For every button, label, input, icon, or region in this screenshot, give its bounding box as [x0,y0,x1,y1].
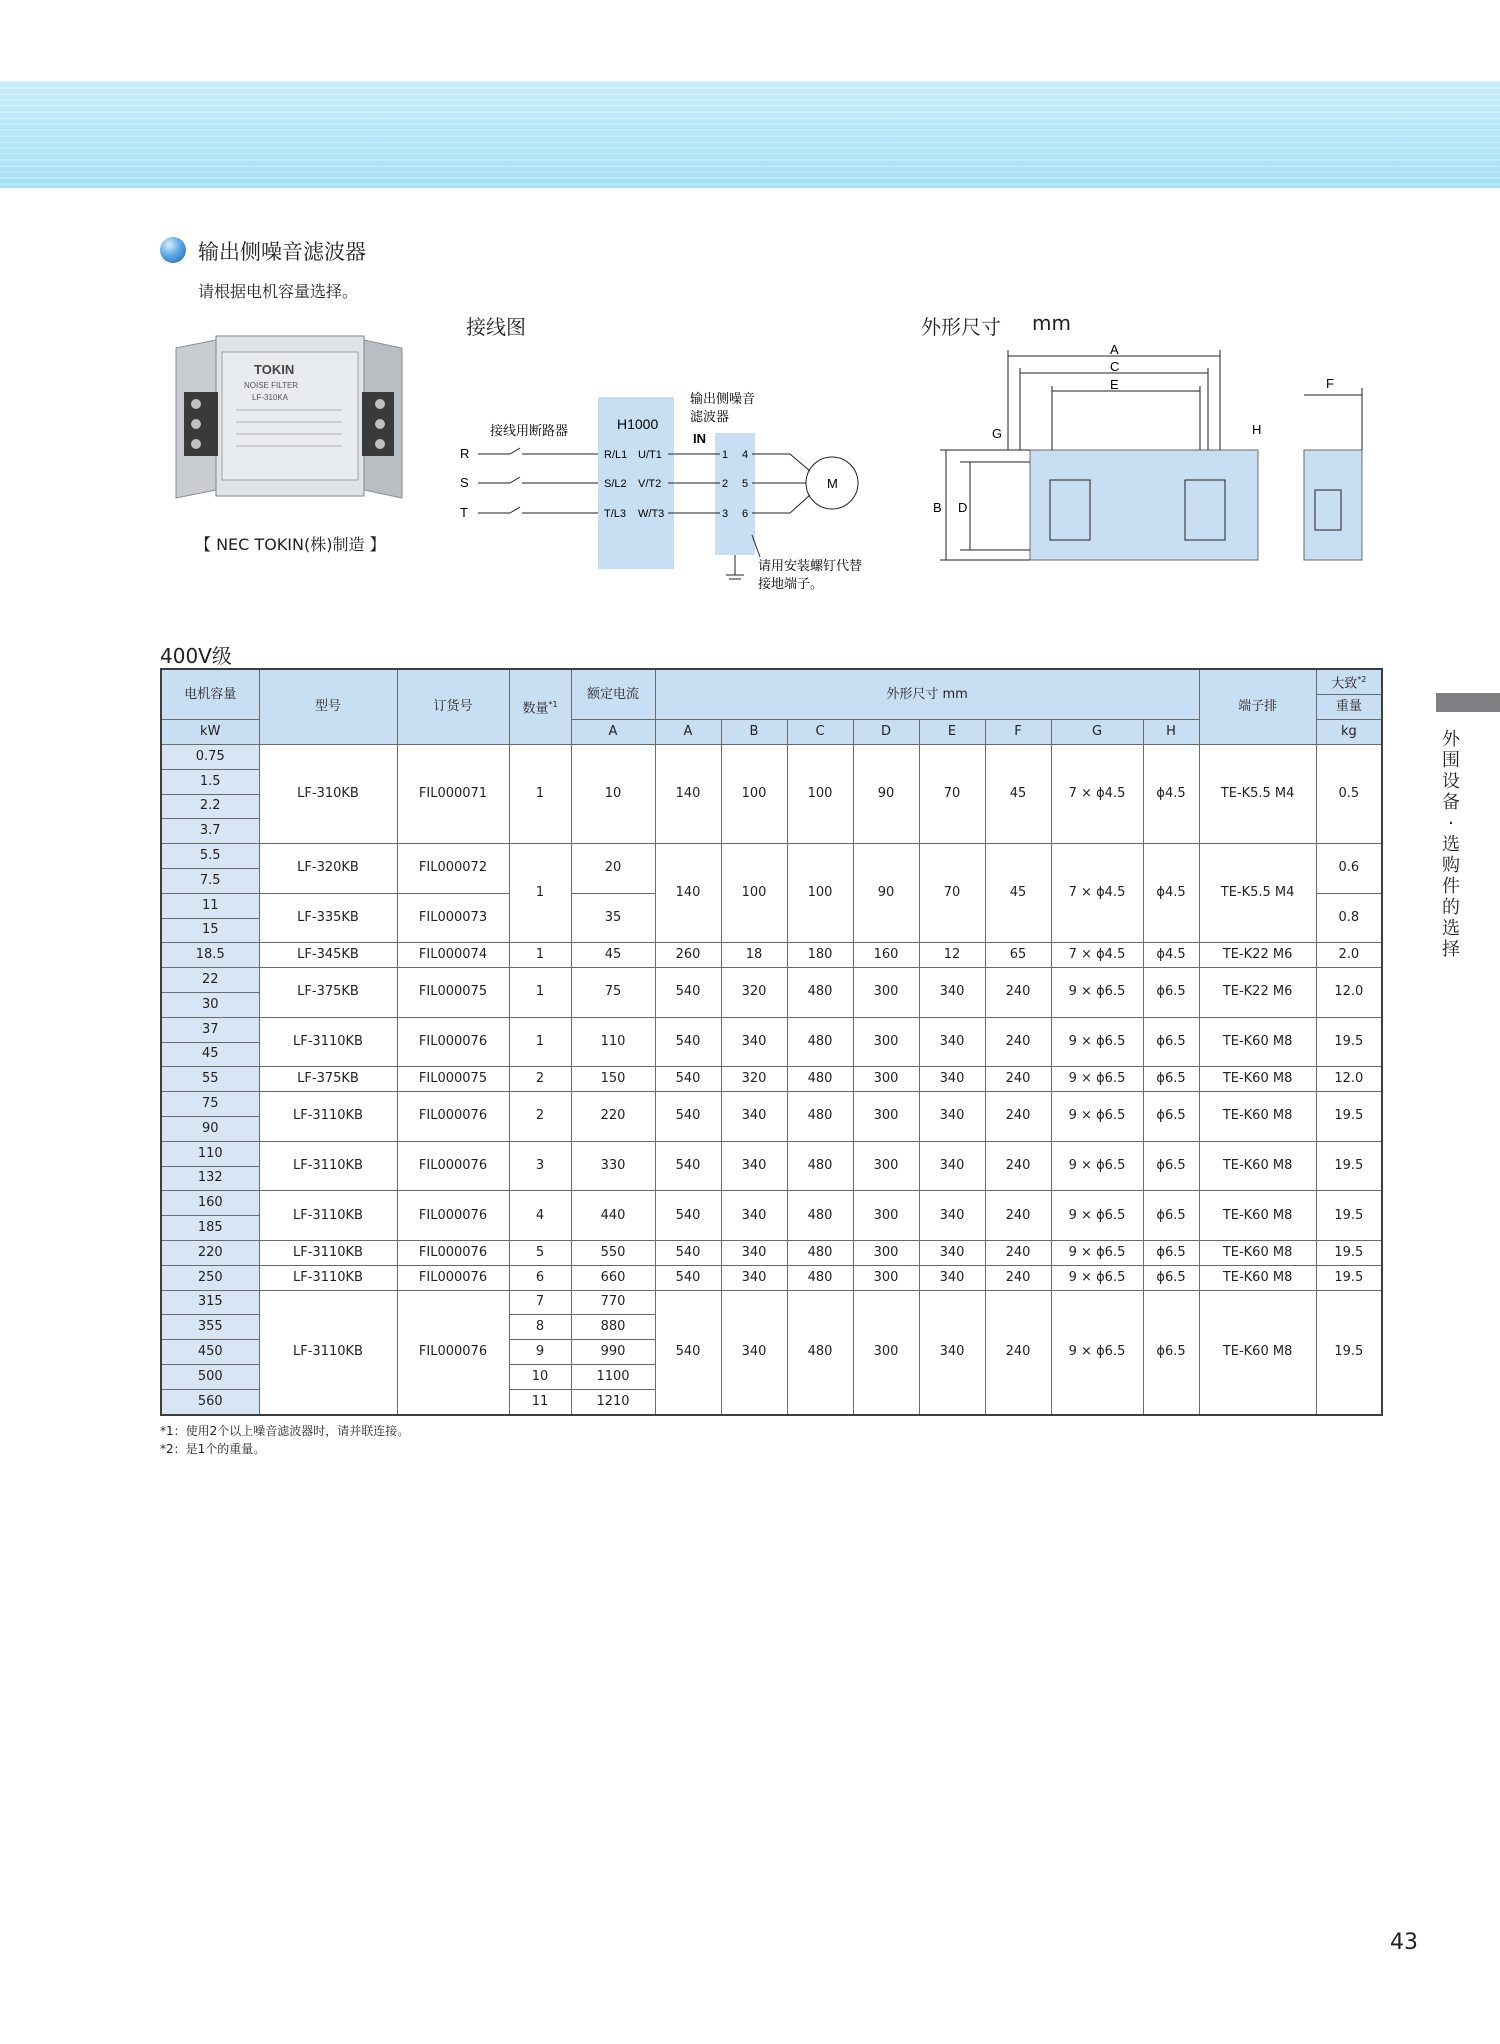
table-row [161,1240,1382,1265]
dim-cell: 240 [985,1017,1051,1067]
dim-cell: 240 [985,1265,1051,1290]
filter-pin-1: 1 [722,449,729,461]
kw-cell: 3.7 [161,819,259,844]
dim-cell: ϕ6.5 [1143,1265,1199,1290]
footnotes [160,1422,409,1458]
header-kw-unit: kW [161,720,259,745]
qty-cell: 1 [509,844,571,943]
qty-cell: 11 [509,1389,571,1414]
model-cell: LF-3110KB [259,1191,397,1241]
qty-cell: 5 [509,1240,571,1265]
weight-cell: 2.0 [1316,943,1382,968]
input-s: S [460,475,469,490]
dimension-unit: mm [1032,311,1071,335]
header-band [0,81,1500,188]
dim-cell: 480 [787,1067,853,1092]
dim-cell: ϕ6.5 [1143,968,1199,1018]
side-tab-label: 外围设备·选购件的选择 [1442,729,1460,960]
weight-cell: 12.0 [1316,968,1382,1018]
input-t: T [460,505,468,520]
header-qty: 数量$^{*1}$ [509,669,571,745]
wiring-title: 接线图 [466,315,526,339]
side-tab-bar [1436,693,1500,712]
dim-cell: 7 × ϕ4.5 [1051,844,1143,943]
current-cell: 1210 [571,1389,655,1414]
dim-cell: ϕ6.5 [1143,1067,1199,1092]
qty-cell: 10 [509,1364,571,1389]
header-dim-c: C [787,720,853,745]
order-cell: FIL000076 [397,1092,509,1142]
current-cell: 660 [571,1265,655,1290]
qty-cell: 2 [509,1067,571,1092]
model-cell: LF-3110KB [259,1141,397,1191]
dim-cell: ϕ4.5 [1143,745,1199,844]
current-cell: 220 [571,1092,655,1142]
dim-cell: 90 [853,745,919,844]
weight-cell: 19.5 [1316,1092,1382,1142]
dim-cell: 540 [655,1191,721,1241]
order-cell: FIL000076 [397,1290,509,1414]
dim-cell: 70 [919,745,985,844]
dim-cell: 9 × ϕ6.5 [1051,1067,1143,1092]
dim-cell: 340 [919,1240,985,1265]
in-label: IN [693,431,706,446]
kw-cell: 185 [161,1216,259,1241]
header-dim-f: F [985,720,1051,745]
filter-pin-3: 3 [722,508,729,520]
dim-cell: 340 [919,968,985,1018]
kw-cell: 132 [161,1166,259,1191]
current-cell: 770 [571,1290,655,1315]
dim-label-c: C [1110,359,1120,374]
dim-cell: 65 [985,943,1051,968]
table-row [161,844,1382,869]
terminal-cell: TE-K60 M8 [1199,1141,1316,1191]
dim-cell: 340 [919,1290,985,1414]
dim-cell: 340 [721,1191,787,1241]
dim-cell: 240 [985,968,1051,1018]
header-terminal: 端子排 [1199,669,1316,745]
dim-cell: 540 [655,1240,721,1265]
qty-cell: 1 [509,745,571,844]
terminal-cell: TE-K5.5 M4 [1199,844,1316,943]
order-cell: FIL000076 [397,1191,509,1241]
dim-cell: 9 × ϕ6.5 [1051,1240,1143,1265]
current-cell: 330 [571,1141,655,1191]
current-cell: 20 [571,844,655,894]
model-cell: LF-335KB [259,893,397,943]
header-order: 订货号 [397,669,509,745]
dimension-title: 外形尺寸 [921,315,1001,339]
order-cell: FIL000076 [397,1265,509,1290]
model-cell: LF-3110KB [259,1265,397,1290]
order-cell: FIL000071 [397,745,509,844]
dim-cell: ϕ6.5 [1143,1092,1199,1142]
photo-brand: TOKIN [254,362,295,377]
kw-cell: 22 [161,968,259,993]
current-cell: 10 [571,745,655,844]
section-subtitle: 请根据电机容量选择。 [198,282,359,301]
dim-cell: 240 [985,1191,1051,1241]
dim-cell: ϕ6.5 [1143,1290,1199,1414]
table-row [161,1092,1382,1117]
dim-cell: 140 [655,844,721,943]
weight-cell: 19.5 [1316,1191,1382,1241]
kw-cell: 560 [161,1389,259,1414]
table-row [161,1017,1382,1042]
header-model: 型号 [259,669,397,745]
dim-label-d: D [958,500,968,515]
footnote-1: *1：使用2个以上噪音滤波器时，请并联连接。 [160,1424,410,1438]
qty-cell: 9 [509,1340,571,1365]
dim-cell: 240 [985,1067,1051,1092]
current-cell: 35 [571,893,655,943]
current-cell: 880 [571,1315,655,1340]
kw-cell: 5.5 [161,844,259,869]
dim-cell: ϕ6.5 [1143,1191,1199,1241]
order-cell: FIL000073 [397,893,509,943]
dim-cell: 320 [721,968,787,1018]
inv-out-1: U/T1 [638,449,662,461]
kw-cell: 7.5 [161,868,259,893]
dim-cell: 180 [787,943,853,968]
dim-cell: 9 × ϕ6.5 [1051,1265,1143,1290]
current-cell: 75 [571,968,655,1018]
dim-cell: ϕ4.5 [1143,844,1199,943]
dim-cell: 240 [985,1240,1051,1265]
dimension-drawing [930,340,1380,570]
kw-cell: 2.2 [161,794,259,819]
dim-cell: 300 [853,1191,919,1241]
qty-cell: 1 [509,1017,571,1067]
table-row [161,1290,1382,1315]
terminal-cell: TE-K60 M8 [1199,1191,1316,1241]
weight-cell: 19.5 [1316,1141,1382,1191]
order-cell: FIL000076 [397,1240,509,1265]
dim-cell: 540 [655,1092,721,1142]
dim-cell: 340 [721,1141,787,1191]
maker-note: 【 NEC TOKIN(株)制造 】 [195,535,386,554]
dim-cell: ϕ4.5 [1143,943,1199,968]
voltage-grade: 400V级 [160,644,232,668]
table-row [161,745,1382,770]
model-cell: LF-320KB [259,844,397,894]
model-cell: LF-3110KB [259,1092,397,1142]
dim-cell: 340 [721,1240,787,1265]
kw-cell: 110 [161,1141,259,1166]
inv-out-3: W/T3 [638,508,665,520]
qty-cell: 2 [509,1092,571,1142]
filter-pin-2: 2 [722,478,729,490]
current-cell: 150 [571,1067,655,1092]
dim-cell: 240 [985,1092,1051,1142]
qty-cell: 6 [509,1265,571,1290]
current-cell: 110 [571,1017,655,1067]
dim-cell: 240 [985,1290,1051,1414]
header-dim-e: E [919,720,985,745]
terminal-cell: TE-K60 M8 [1199,1067,1316,1092]
header-weight: 重量 [1316,695,1382,720]
dim-label-g: G [992,426,1003,441]
kw-cell: 11 [161,893,259,918]
terminal-cell: TE-K60 M8 [1199,1265,1316,1290]
dim-label-e: E [1110,377,1119,392]
dim-cell: 300 [853,1017,919,1067]
kw-cell: 315 [161,1290,259,1315]
dim-cell: 100 [787,844,853,943]
dim-cell: 18 [721,943,787,968]
weight-cell: 0.6 [1316,844,1382,894]
dim-cell: 140 [655,745,721,844]
dim-label-h: H [1252,422,1262,437]
dim-cell: 340 [919,1092,985,1142]
spec-table [160,668,1383,1416]
dim-cell: 480 [787,1141,853,1191]
model-cell: LF-375KB [259,1067,397,1092]
dim-cell: 300 [853,1240,919,1265]
dim-cell: 320 [721,1067,787,1092]
terminal-cell: TE-K22 M6 [1199,943,1316,968]
order-cell: FIL000075 [397,968,509,1018]
kw-cell: 15 [161,918,259,943]
dim-cell: 480 [787,1265,853,1290]
kw-cell: 355 [161,1315,259,1340]
inv-in-3: T/L3 [604,508,627,520]
table-row [161,943,1382,968]
dim-cell: 9 × ϕ6.5 [1051,1191,1143,1241]
section-bullet-icon [160,237,186,263]
dim-cell: 300 [853,1265,919,1290]
weight-cell: 0.5 [1316,745,1382,844]
kw-cell: 18.5 [161,943,259,968]
inv-out-2: V/T2 [638,478,662,490]
kw-cell: 55 [161,1067,259,1092]
filter-label-1: 输出侧噪音 [690,391,756,406]
dim-cell: 540 [655,1141,721,1191]
dim-label-a: A [1110,342,1119,357]
dim-label-b: B [933,500,942,515]
kw-cell: 1.5 [161,769,259,794]
dim-cell: 480 [787,968,853,1018]
weight-cell: 19.5 [1316,1265,1382,1290]
terminal-cell: TE-K5.5 M4 [1199,745,1316,844]
weight-cell: 19.5 [1316,1240,1382,1265]
ground-note-1: 请用安装螺钉代替 [758,558,863,573]
model-cell: LF-345KB [259,943,397,968]
header-dims: 外形尺寸 mm [655,669,1199,720]
dim-cell: 100 [721,844,787,943]
noise-filter-photo [170,330,410,505]
weight-cell: 19.5 [1316,1017,1382,1067]
weight-cell: 12.0 [1316,1067,1382,1092]
terminal-cell: TE-K60 M8 [1199,1017,1316,1067]
current-cell: 1100 [571,1364,655,1389]
current-cell: 440 [571,1191,655,1241]
inv-in-1: R/L1 [604,449,628,461]
order-cell: FIL000076 [397,1017,509,1067]
dim-cell: 9 × ϕ6.5 [1051,1017,1143,1067]
footnote-2: *2：是1个的重量。 [160,1442,266,1456]
dim-cell: 340 [721,1265,787,1290]
current-cell: 45 [571,943,655,968]
dim-cell: 160 [853,943,919,968]
dim-cell: 340 [721,1290,787,1414]
qty-cell: 1 [509,968,571,1018]
dim-cell: 9 × ϕ6.5 [1051,968,1143,1018]
dim-cell: 45 [985,745,1051,844]
page-number: 43 [1390,1930,1418,1955]
kw-cell: 37 [161,1017,259,1042]
filter-pin-5: 5 [742,478,749,490]
breaker-label: 接线用断路器 [490,423,569,438]
current-cell: 550 [571,1240,655,1265]
kw-cell: 450 [161,1340,259,1365]
dim-cell: 340 [919,1265,985,1290]
dim-cell: 300 [853,968,919,1018]
model-cell: LF-3110KB [259,1290,397,1414]
header-weight-approx: 大致$^{*2}$ [1316,669,1382,695]
wiring-diagram [460,385,880,595]
header-dim-b: B [721,720,787,745]
motor-label: M [827,476,838,491]
inv-in-2: S/L2 [604,478,627,490]
filter-pin-4: 4 [742,449,749,461]
dim-cell: 300 [853,1092,919,1142]
dim-cell: 480 [787,1092,853,1142]
terminal-cell: TE-K60 M8 [1199,1240,1316,1265]
header-weight-unit: kg [1316,720,1382,745]
kw-cell: 250 [161,1265,259,1290]
filter-label-2: 滤波器 [690,409,730,424]
kw-cell: 220 [161,1240,259,1265]
order-cell: FIL000075 [397,1067,509,1092]
dim-cell: 480 [787,1240,853,1265]
kw-cell: 500 [161,1364,259,1389]
dim-cell: 100 [787,745,853,844]
dim-cell: 90 [853,844,919,943]
dim-cell: 9 × ϕ6.5 [1051,1092,1143,1142]
qty-cell: 1 [509,943,571,968]
dim-cell: ϕ6.5 [1143,1240,1199,1265]
dim-cell: 340 [721,1092,787,1142]
dim-cell: 540 [655,1265,721,1290]
model-cell: LF-310KB [259,745,397,844]
qty-cell: 7 [509,1290,571,1315]
kw-cell: 75 [161,1092,259,1117]
dim-cell: 70 [919,844,985,943]
kw-cell: 0.75 [161,745,259,770]
dim-cell: 300 [853,1290,919,1414]
table-row [161,1191,1382,1216]
kw-cell: 45 [161,1042,259,1067]
dim-cell: 340 [919,1141,985,1191]
header-kw: 电机容量 [161,669,259,720]
photo-line1: NOISE FILTER [244,381,299,390]
table-row [161,1141,1382,1166]
dim-cell: 7 × ϕ4.5 [1051,943,1143,968]
filter-pin-6: 6 [742,508,749,520]
dim-cell: 7 × ϕ4.5 [1051,745,1143,844]
dim-cell: 260 [655,943,721,968]
dim-cell: 540 [655,968,721,1018]
dim-cell: 340 [919,1017,985,1067]
dim-cell: 480 [787,1290,853,1414]
order-cell: FIL000074 [397,943,509,968]
terminal-cell: TE-K22 M6 [1199,968,1316,1018]
order-cell: FIL000072 [397,844,509,894]
dim-cell: 340 [721,1017,787,1067]
dim-cell: 540 [655,1017,721,1067]
dim-cell: 12 [919,943,985,968]
dim-cell: ϕ6.5 [1143,1017,1199,1067]
kw-cell: 90 [161,1116,259,1141]
kw-cell: 160 [161,1191,259,1216]
terminal-cell: TE-K60 M8 [1199,1092,1316,1142]
dim-cell: 300 [853,1067,919,1092]
table-row [161,968,1382,993]
input-r: R [460,446,470,461]
header-current-unit: A [571,720,655,745]
dim-cell: 340 [919,1191,985,1241]
dim-label-f: F [1326,376,1334,391]
weight-cell: 0.8 [1316,893,1382,943]
dim-cell: 340 [919,1067,985,1092]
dim-cell: ϕ6.5 [1143,1141,1199,1191]
dim-cell: 45 [985,844,1051,943]
header-dim-h: H [1143,720,1199,745]
dim-cell: 240 [985,1141,1051,1191]
header-dim-g: G [1051,720,1143,745]
inverter-label: H1000 [617,416,659,432]
dim-cell: 9 × ϕ6.5 [1051,1141,1143,1191]
dim-cell: 480 [787,1191,853,1241]
current-cell: 990 [571,1340,655,1365]
weight-cell: 19.5 [1316,1290,1382,1414]
model-cell: LF-3110KB [259,1240,397,1265]
qty-cell: 4 [509,1191,571,1241]
kw-cell: 30 [161,992,259,1017]
qty-cell: 8 [509,1315,571,1340]
table-row [161,1265,1382,1290]
header-current: 额定电流 [571,669,655,720]
qty-cell: 3 [509,1141,571,1191]
terminal-cell: TE-K60 M8 [1199,1290,1316,1414]
model-cell: LF-375KB [259,968,397,1018]
section-title: 输出侧噪音滤波器 [198,240,366,264]
header-dim-d: D [853,720,919,745]
dim-cell: 9 × ϕ6.5 [1051,1290,1143,1414]
model-cell: LF-3110KB [259,1017,397,1067]
header-dim-a: A [655,720,721,745]
order-cell: FIL000076 [397,1141,509,1191]
dim-cell: 540 [655,1290,721,1414]
dim-cell: 100 [721,745,787,844]
dim-cell: 480 [787,1017,853,1067]
photo-line2: LF-310KA [252,393,289,402]
ground-note-2: 接地端子。 [758,576,824,591]
dim-cell: 540 [655,1067,721,1092]
table-row [161,1067,1382,1092]
dim-cell: 300 [853,1141,919,1191]
